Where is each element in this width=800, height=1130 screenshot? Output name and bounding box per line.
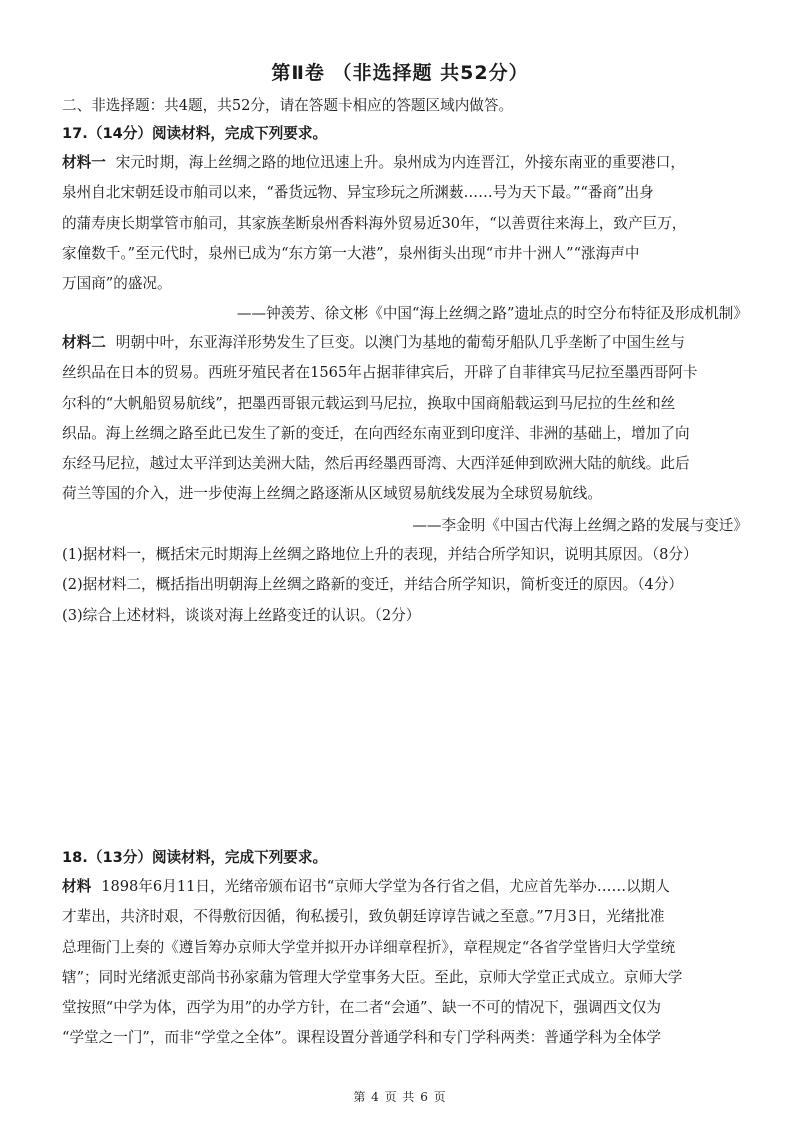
material-line: 材料一 宋元时期，海上丝绸之路的地位迅速上升。泉州成为内连晋江，外接东南亚的重要港口， — [62, 154, 685, 171]
q17-subquestion-3: (3)综合上述材料，谈谈对海上丝路变迁的认识。（2分） — [62, 607, 421, 624]
material-line: “学堂之一门”，而非“学堂之全体”。课程设置分普通学科和专门学科两类：普通学科为全体学 — [62, 1029, 662, 1047]
q17-subquestion-1: (1)据材料一，概括宋元时期海上丝绸之路地位上升的表现，并结合所学知识，说明其原因。（8分） — [62, 546, 698, 563]
q17-material-2 — [62, 328, 752, 510]
material-line: 丝织品在日本的贸易。西班牙殖民者在1565年占据菲律宾后，开辟了自菲律宾马尼拉至墨西哥阿卡 — [62, 364, 698, 382]
material-2-source: ——李金明《中国古代海上丝绸之路的发展与变迁》 — [412, 517, 748, 534]
material-line: 材料 1898年6月11日，光绪帝颁布诏书“京师大学堂为各行省之倡，尤应首先举办……以期人 — [62, 878, 670, 895]
material-line: 材料二 明朝中叶，东亚海洋形势发生了巨变。以澳门为基地的葡萄牙船队几乎垄断了中国生丝与 — [62, 334, 685, 351]
material-line: 的蒲寿庚长期掌管市舶司，其家族垄断泉州香料海外贸易近30年，“以善贾往来海上，致产巨万， — [62, 214, 687, 232]
q17-material-1 — [62, 148, 752, 299]
material-line: 万国商”的盛况。 — [62, 275, 172, 293]
material-label: 材料一 — [62, 154, 106, 171]
material-line: 织品。海上丝绸之路至此已发生了新的变迁，在向西经东南亚到印度洋、非洲的基础上，增加了向 — [62, 424, 690, 442]
page-title: 第Ⅱ卷 （非选择题 共52分） — [271, 62, 529, 84]
material-line: 堂按照“中学为体，西学为用”的办学方针，在二者“会通”、缺一不可的情况下，强调西文仅为 — [62, 999, 662, 1017]
question-17-heading: 17.（14分）阅读材料，完成下列要求。 — [62, 125, 328, 142]
q17-subquestion-2: (2)据材料二，概括指出明朝海上丝绸之路新的变迁，并结合所学知识，简析变迁的原因。（4分） — [62, 576, 684, 593]
material-line: 东经马尼拉，越过太平洋到达美洲大陆，然后再经墨西哥湾、大西洋延伸到欧洲大陆的航线。此后 — [62, 455, 690, 473]
material-line: 总理衙门上奏的《遵旨筹办京师大学堂并拟开办详细章程折》，章程规定“各省学堂皆归大学堂统 — [62, 938, 676, 956]
material-label: 材料二 — [62, 334, 106, 351]
material-line: 尔科的“大帆船贸易航线”，把墨西哥银元载运到马尼拉，换取中国商船载运到马尼拉的生丝和丝 — [62, 394, 676, 412]
material-line: 辖”；同时光绪派吏部尚书孙家鼐为管理大学堂事务大臣。至此，京师大学堂正式成立。京师大学 — [62, 968, 683, 986]
material-line: 家僮数千。”至元代时，泉州已成为“东方第一大港”，泉州街头出现“市井十洲人”“涨海声中 — [62, 244, 640, 262]
material-line: 泉州自北宋朝廷设市舶司以来，“番货远物、异宝珍玩之所渊薮……号为天下最。”“番商”出身 — [62, 184, 654, 202]
section-instruction: 二、非选择题：共4题，共52分，请在答题卡相应的答题区域内做答。 — [62, 97, 514, 114]
q18-material — [62, 872, 752, 1054]
page-number: 第 4 页 共 6 页 — [353, 1090, 447, 1104]
material-line: 荷兰等国的介入，进一步使海上丝绸之路逐渐从区域贸易航线发展为全球贸易航线。 — [62, 485, 602, 503]
question-18-heading: 18.（13分）阅读材料，完成下列要求。 — [62, 849, 328, 866]
material-1-source: ——钟羡芳、徐文彬《中国“海上丝绸之路”遗址点的时空分布特征及形成机制》 — [236, 305, 748, 322]
material-line: 才辈出，共济时艰，不得敷衍因循，徇私援引，致负朝廷谆谆告诫之至意。”7月3日，光绪批准 — [62, 908, 665, 926]
material-label: 材料 — [62, 878, 92, 895]
